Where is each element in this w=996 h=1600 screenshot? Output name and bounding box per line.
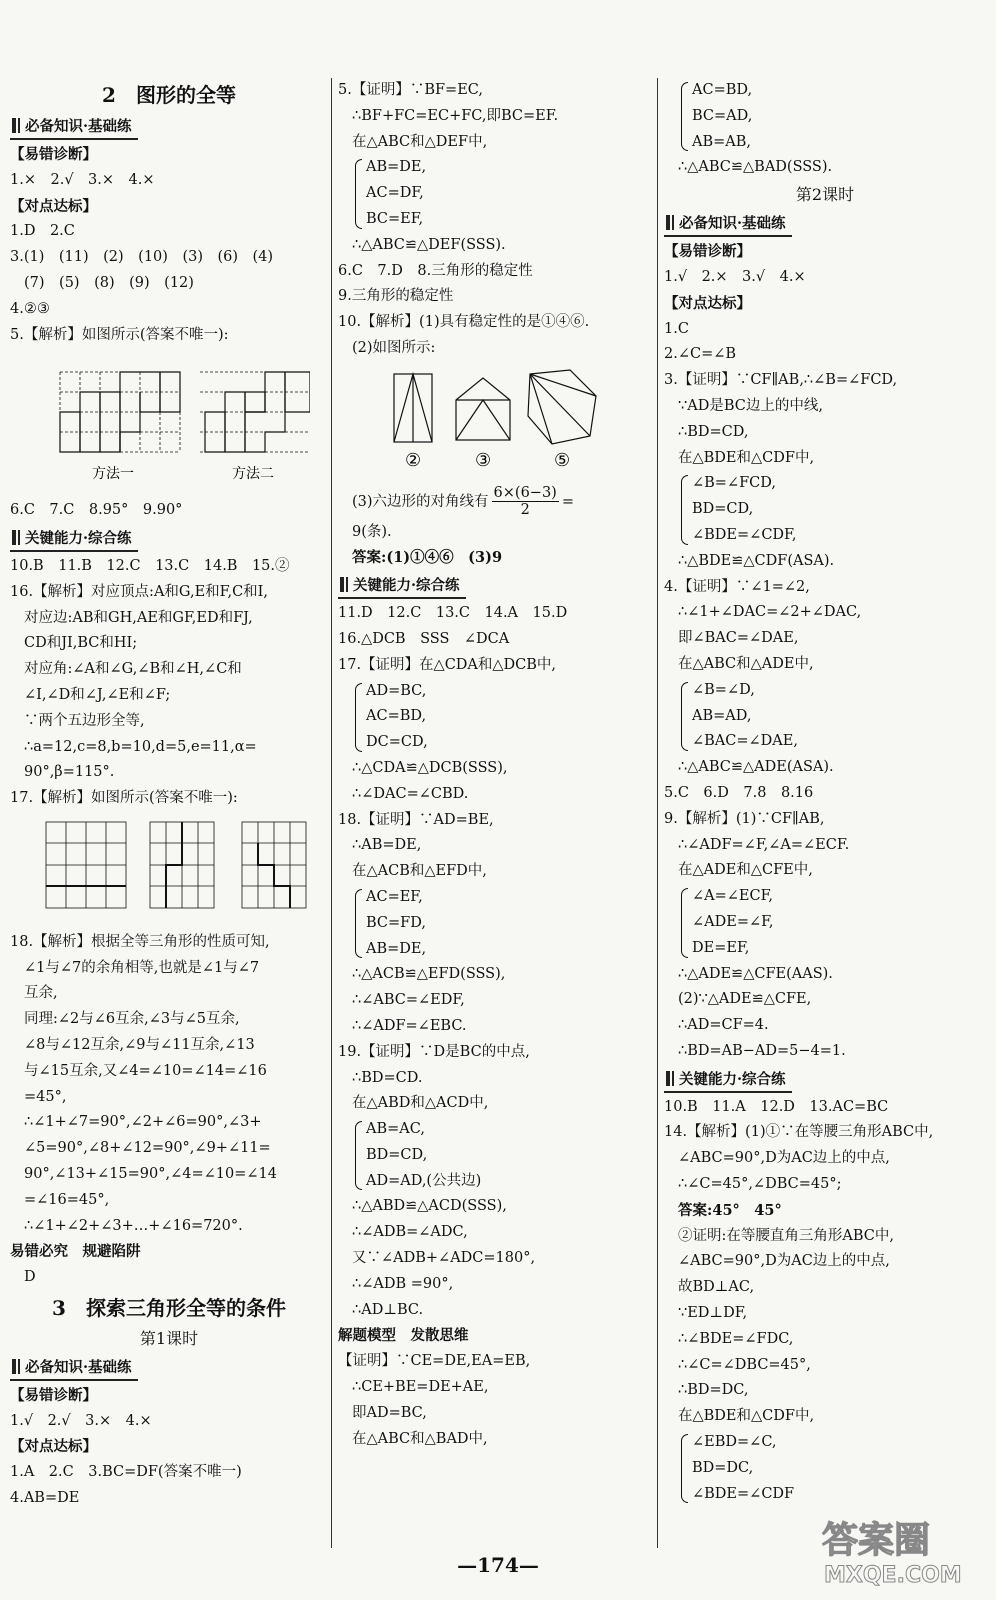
text-line: (7) (5) (8) (9) (12)	[24, 274, 194, 291]
text-line: ∠1与∠7的余角相等,也就是∠1与∠7	[24, 959, 260, 976]
text-line: 【对点达标】	[10, 197, 97, 215]
brace-group	[678, 884, 986, 961]
section-header: 必备知识·基础练	[10, 116, 138, 140]
text-line: ∴∠DAC=∠CBD.	[352, 785, 469, 802]
text-line: 在△ACB和△EFD中,	[352, 863, 487, 880]
brace-line: BC=EF,	[366, 210, 424, 227]
text-line: ∴∠C=45°,∠DBC=45°;	[678, 1176, 842, 1193]
text-line: ∴∠C=∠DBC=45°,	[678, 1356, 811, 1373]
text-line: 在△BDE和△CDF中,	[678, 1408, 815, 1425]
text-line: ∴△ABC≌△BAD(SSS).	[678, 159, 833, 176]
brace-line: ∠A=∠ECF,	[692, 888, 774, 905]
text-line: ∴∠1+∠2+∠3+…+∠16=720°.	[24, 1217, 243, 1234]
text-line: ∴△ABC≌△DEF(SSS).	[352, 236, 506, 253]
text-line: 1.× 2.√ 3.× 4.×	[10, 171, 155, 188]
text-line: 在△ABC和△BAD中,	[352, 1430, 488, 1447]
text-line: 90°,β=115°.	[24, 764, 115, 781]
brace-group	[678, 1430, 986, 1507]
brace-line: BD=DC,	[692, 1459, 754, 1476]
text-line: 9(条).	[352, 523, 392, 540]
text-line: 在△BDE和△CDF中,	[678, 449, 815, 466]
text-line: ∴AB=DE,	[352, 837, 422, 854]
text-line: 即AD=BC,	[352, 1404, 427, 1421]
brace-line: ∠BDE=∠CDF,	[692, 526, 797, 543]
text-line: 【证明】∵CE=DE,EA=EB,	[338, 1353, 531, 1370]
text-line: 【对点达标】	[664, 294, 751, 312]
text-fragment: =	[561, 493, 574, 510]
text-line: ∠8与∠12互余,∠9与∠11互余,∠13	[24, 1036, 255, 1053]
text-line: 1.D 2.C	[10, 223, 75, 240]
text-line: (2)如图所示:	[352, 339, 436, 356]
text-line: ∠ABC=90°,D为AC边上的中点,	[678, 1150, 890, 1167]
figure-label: ⑤	[554, 449, 571, 470]
text-line: ∴BF+FC=EC+FC,即BC=EF.	[352, 107, 559, 124]
text-line: 互余,	[24, 985, 58, 1002]
text-line: 5.【解析】如图所示(答案不唯一):	[10, 326, 229, 343]
text-line: 4.②③	[10, 300, 50, 317]
brace-line: AB=AD,	[692, 707, 752, 724]
fraction-line	[338, 484, 648, 520]
text-line: 10.B 11.B 12.C 13.C 14.B 15.②	[10, 557, 290, 574]
text-line: ∴BD=DC,	[678, 1382, 749, 1399]
brace-line: ∠B=∠FCD,	[692, 475, 776, 492]
text-line: 11.D 12.C 13.C 14.A 15.D	[338, 605, 568, 622]
text-line: ∴∠ADB =90°,	[352, 1275, 454, 1292]
section-header: 关键能力·综合练	[10, 528, 138, 552]
brace-line: ∠B=∠D,	[692, 681, 755, 698]
text-line: 【易错诊断】	[10, 146, 97, 163]
text-line: 同理:∠2与∠6互余,∠3与∠5互余,	[24, 1011, 240, 1028]
brace-group	[678, 678, 986, 755]
fraction	[492, 485, 559, 518]
grid-figure-q5	[10, 352, 328, 494]
text-line: ∴∠ADF=∠EBC.	[352, 1017, 467, 1034]
lesson-title: 第2课时	[795, 185, 855, 205]
text-line: 在△ABC和△ADE中,	[678, 655, 814, 672]
figure-label: ③	[475, 449, 492, 470]
brace-group	[352, 679, 648, 756]
text-line: 3.【证明】∵CF∥AB,∴∠B=∠FCD,	[664, 372, 898, 389]
brace-line: ∠BDE=∠CDF	[692, 1485, 795, 1502]
section-title: 2 图形的全等	[102, 83, 236, 107]
text-line: ∠ABC=90°,D为AC边上的中点,	[678, 1253, 890, 1270]
text-line: ∴∠1+∠DAC=∠2+∠DAC,	[678, 604, 862, 621]
text-line: ∴△BDE≌△CDF(ASA).	[678, 552, 835, 569]
text-line: 9.【解析】(1)∵CF∥AB,	[664, 810, 825, 827]
lesson-title: 第1课时	[139, 1328, 199, 1348]
text-line: 4.AB=DE	[10, 1490, 80, 1507]
brace-line: DE=EF,	[692, 939, 750, 956]
brace-line: ∠ADE=∠F,	[692, 913, 774, 930]
text-line: ∴∠ADF=∠F,∠A=∠ECF.	[678, 836, 850, 853]
page-number: —174—	[457, 1553, 539, 1577]
text-line: 故BD⊥AC,	[678, 1279, 755, 1296]
text-line: 在△ABC和△DEF中,	[352, 133, 488, 150]
brace-line: AB=AC,	[366, 1121, 425, 1138]
text-line: 5.【证明】∵BF=EC,	[338, 82, 483, 98]
text-line: 2.∠C=∠B	[664, 346, 737, 363]
text-line: 3.(1) (11) (2) (10) (3) (6) (4)	[10, 249, 274, 266]
column-2	[338, 78, 648, 1452]
brace-line: AD=AD,(公共边)	[366, 1172, 482, 1189]
text-fragment: (3)六边形的对角线有	[352, 493, 489, 510]
text-line: 【易错诊断】	[664, 243, 751, 261]
text-line: 6.C 7.D 8.三角形的稳定性	[338, 262, 533, 279]
text-line: 10.B 11.A 12.D 13.AC=BC	[664, 1098, 889, 1115]
figure-label: 方法一	[92, 467, 134, 483]
text-line: D	[24, 1269, 36, 1286]
brace-line: AC=BD,	[692, 82, 753, 98]
text-line: ∴△CDA≌△DCB(SSS),	[352, 759, 508, 776]
text-line: 5.C 6.D 7.8 8.16	[664, 784, 814, 801]
text-line: 16.△DCB SSS ∠DCA	[338, 630, 510, 647]
brace-line: AC=BD,	[366, 708, 427, 725]
watermark-text: MXQE.COM	[824, 1563, 962, 1588]
text-line: 6.C 7.C 8.95° 9.90°	[10, 502, 183, 519]
text-line: 18.【证明】∵AD=BE,	[338, 811, 494, 828]
text-line: ∠I,∠D和∠J,∠E和∠F;	[24, 686, 171, 703]
text-line: 易错必究 规避陷阱	[10, 1243, 141, 1261]
text-line: ∴△ADE≌△CFE(AAS).	[678, 965, 833, 982]
column-1	[10, 78, 328, 1512]
text-line: ∴∠ABC=∠EDF,	[352, 992, 465, 1009]
text-line: 17.【证明】在△CDA和△DCB中,	[338, 656, 557, 673]
text-line: ∴BD=CD.	[352, 1069, 423, 1086]
brace-line: DC=CD,	[366, 734, 428, 751]
section-header: 必备知识·基础练	[664, 213, 792, 237]
fraction-denominator: 2	[520, 502, 530, 519]
section-title: 3 探索三角形全等的条件	[52, 1295, 286, 1320]
text-line: ∴BD=AB−AD=5−4=1.	[678, 1042, 846, 1059]
brace-line: ∠EBD=∠C,	[692, 1434, 777, 1451]
text-line: 在△ABD和△ACD中,	[352, 1095, 489, 1112]
text-line: =45°,	[24, 1088, 67, 1105]
text-line: 解题模型 发散思维	[338, 1327, 469, 1345]
text-line: 10.【解析】(1)具有稳定性的是①④⑥.	[338, 314, 590, 331]
text-line: 1.√ 2.× 3.√ 4.×	[664, 268, 806, 285]
figure-label: 方法二	[232, 467, 274, 483]
text-line: CD和JI,BC和HI;	[24, 635, 138, 652]
text-line: 又∵∠ADB+∠ADC=180°,	[352, 1250, 536, 1267]
text-line: 【易错诊断】	[10, 1386, 97, 1404]
brace-line: AB=AB,	[692, 133, 752, 150]
brace-line: BD=CD,	[692, 501, 754, 518]
text-line: ∴CE+BE=DE+AE,	[352, 1379, 489, 1396]
text-line: 19.【证明】∵D是BC的中点,	[338, 1043, 530, 1060]
brace-group	[678, 78, 986, 155]
text-line: ②证明:在等腰直角三角形ABC中,	[678, 1227, 894, 1244]
text-line: ∴∠BDE=∠FDC,	[678, 1330, 794, 1347]
text-line: ∴AD=CF=4.	[678, 1017, 769, 1034]
text-line: 1.C	[664, 320, 689, 337]
brace-line: AB=DE,	[366, 940, 427, 957]
brace-line: AB=DE,	[366, 159, 427, 176]
text-line: ∠5=90°,∠8+∠12=90°,∠9+∠11=	[24, 1140, 271, 1157]
brace-group	[678, 471, 986, 548]
text-line: 17.【解析】如图所示(答案不唯一):	[10, 790, 238, 807]
brace-line: AC=DF,	[366, 185, 424, 202]
text-line: 16.【解析】对应顶点:A和G,E和F,C和I,	[10, 583, 269, 600]
watermark-text: 答案圈	[822, 1520, 931, 1561]
text-line: 答案:(1)①④⑥ (3)9	[352, 549, 503, 567]
column-3	[664, 78, 986, 1507]
brace-line: BD=CD,	[366, 1146, 428, 1163]
section-header: 必备知识·基础练	[10, 1357, 138, 1381]
text-line: 14.【解析】(1)①∵在等腰三角形ABC中,	[664, 1124, 934, 1141]
section-header: 关键能力·综合练	[338, 575, 466, 599]
text-line: 对应边:AB和GH,AE和GF,ED和FJ,	[24, 609, 253, 626]
polygon-figures	[338, 366, 648, 480]
text-line: 4.【证明】∵∠1=∠2,	[664, 578, 810, 595]
text-line: ∵AD是BC边上的中线,	[678, 397, 823, 414]
text-line: ∴BD=CD,	[678, 423, 749, 440]
text-line: ∴△ACB≌△EFD(SSS),	[352, 966, 506, 983]
text-line: 答案:45° 45°	[678, 1201, 782, 1219]
fraction-numerator: 6×(6−3)	[493, 485, 557, 502]
text-line: 1.A 2.C 3.BC=DF(答案不唯一)	[10, 1464, 242, 1481]
brace-group	[352, 155, 648, 232]
text-line: ∵ED⊥DF,	[678, 1305, 748, 1322]
section-header: 关键能力·综合练	[664, 1069, 792, 1093]
text-line: ∴AD⊥BC.	[352, 1301, 424, 1318]
brace-group	[352, 885, 648, 962]
grid-figure-q17	[10, 816, 328, 926]
text-line: 9.三角形的稳定性	[338, 288, 454, 305]
text-line: 90°,∠13+∠15=90°,∠4=∠10=∠14	[24, 1165, 277, 1182]
brace-line: AD=BC,	[366, 682, 427, 699]
text-line: 【对点达标】	[10, 1438, 97, 1456]
text-line: 在△ADE和△CFE中,	[678, 862, 813, 879]
text-line: 即∠BAC=∠DAE,	[678, 630, 799, 647]
text-line: ∴△ABD≌△ACD(SSS),	[352, 1198, 507, 1215]
brace-line: AC=EF,	[366, 888, 423, 905]
text-line: ∴∠1+∠7=90°,∠2+∠6=90°,∠3+	[24, 1114, 262, 1131]
text-line: ∵两个五边形全等,	[24, 712, 145, 729]
column-divider	[657, 78, 658, 1548]
text-line: ∴∠ADB=∠ADC,	[352, 1224, 468, 1241]
figure-label: ②	[405, 449, 422, 470]
text-line: =∠16=45°,	[24, 1191, 110, 1208]
text-line: 与∠15互余,又∠4=∠10=∠14=∠16	[24, 1062, 267, 1079]
text-line: 对应角:∠A和∠G,∠B和∠H,∠C和	[24, 661, 242, 678]
text-line: ∴a=12,c=8,b=10,d=5,e=11,α=	[24, 738, 257, 755]
text-line: 1.√ 2.√ 3.× 4.×	[10, 1412, 152, 1429]
text-line: (2)∵△ADE≌△CFE,	[678, 991, 812, 1008]
brace-line: ∠BAC=∠DAE,	[692, 733, 798, 750]
text-line: ∴△ABC≌△ADE(ASA).	[678, 759, 834, 776]
text-line: 18.【解析】根据全等三角形的性质可知,	[10, 933, 270, 950]
column-divider	[331, 78, 332, 1548]
brace-line: BC=FD,	[366, 914, 426, 931]
brace-group	[352, 1117, 648, 1194]
brace-line: BC=AD,	[692, 107, 753, 124]
